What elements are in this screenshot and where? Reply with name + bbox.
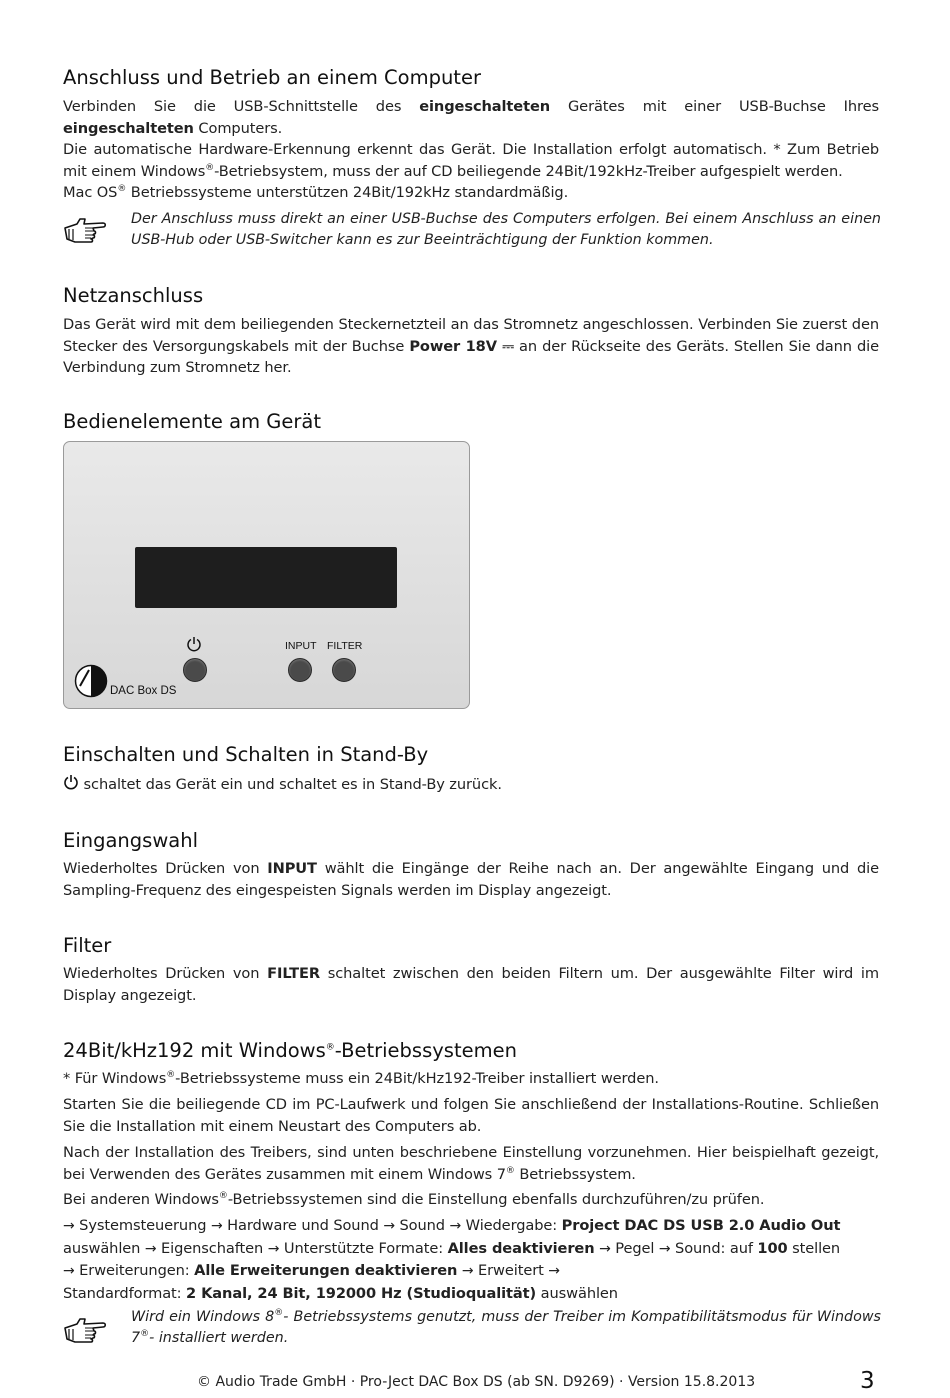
text-span: Erweitert <box>473 1262 549 1279</box>
text-span: - installiert werden. <box>149 1330 289 1346</box>
text-span: wählt die Eingänge der Reihe nach an. Der angewählte Eingang und die Sampling-Frequenz des eingespeisten Signals werden im Display angezeigt. <box>63 860 879 899</box>
arrow-icon: → <box>461 1263 474 1279</box>
arrow-icon: → <box>63 1218 75 1234</box>
registered-mark: ® <box>117 184 127 195</box>
text-span: 24Bit/kHz192 mit Windows <box>63 1039 326 1062</box>
text-span: Wiederholtes Drücken von <box>63 965 268 982</box>
emph-text: 2 Kanal, 24 Bit, 192000 Hz (Studioqualität) <box>186 1284 537 1302</box>
text-span: Das Gerät wird mit dem beiliegenden Steckernetzteil an das Stromnetz angeschlossen. Verbinden Sie zuerst den Stecker des Versorgungskabels mit der Buchse <box>63 316 879 355</box>
text-span: -Betriebssystemen sind die Einstellung ebenfalls durchzuführen/zu prüfen. <box>227 1191 765 1208</box>
registered-mark: ® <box>140 1329 150 1340</box>
text-span: Die automatische Hardware-Erkennung erkennt das Gerät. Die Installation erfolgt automatisch. * Zum Betrieb mit einem Windows <box>63 141 879 180</box>
input-button[interactable] <box>288 658 312 682</box>
emph-text: eingeschalteten <box>63 119 194 137</box>
heading-eingangswahl: Eingangswahl <box>63 829 198 852</box>
arrow-icon: → <box>658 1240 671 1257</box>
emph-text: INPUT <box>267 860 317 877</box>
text-span: -Betriebssysteme muss ein 24Bit/kHz192-Treiber installiert werden. <box>175 1070 659 1087</box>
pointing-hand-icon <box>63 215 107 245</box>
arrow-icon: → <box>63 1263 75 1279</box>
text-span: Hardware und Sound <box>222 1217 384 1234</box>
text-span: Bei anderen Windows <box>63 1191 219 1208</box>
text-span: Wiederholtes Drücken von <box>63 860 268 877</box>
registered-mark: ® <box>325 1042 335 1053</box>
emph-text: Alles deaktivieren <box>447 1239 595 1257</box>
paragraph-standby <box>63 774 879 796</box>
input-label: INPUT <box>285 640 317 652</box>
arrow-icon: → <box>144 1240 157 1257</box>
note-windows8 <box>131 1307 881 1349</box>
paragraph-netzanschluss <box>63 314 879 379</box>
text-span: Standardformat: <box>63 1284 187 1302</box>
text-span: schaltet das Gerät ein und schaltet es in Stand-By zurück. <box>79 776 502 793</box>
arrow-icon: → <box>599 1240 611 1257</box>
arrow-icon: → <box>548 1263 560 1279</box>
emph-text: Project DAC DS USB 2.0 Audio Out <box>561 1217 841 1234</box>
paragraph-eingangswahl <box>63 858 879 901</box>
registered-mark: ® <box>505 1165 515 1176</box>
arrow-icon: → <box>210 1218 223 1234</box>
power-icon <box>186 636 202 652</box>
text-span: Pegel <box>610 1239 659 1257</box>
power-icon <box>63 774 79 790</box>
text-span: Mac OS <box>63 184 118 201</box>
emph-text: Alle Erweiterungen deaktivieren <box>194 1262 458 1279</box>
text-span: Betriebssystem. <box>514 1165 636 1183</box>
settings-steps <box>63 1215 879 1304</box>
text-span: -Betriebsystem, muss der auf CD beiliegende 24Bit/192kHz-Treiber aufgespielt werden. <box>214 162 843 180</box>
paragraph-windows-3 <box>63 1142 879 1185</box>
text-span: Eigenschaften <box>156 1239 268 1257</box>
emph-text: 100 <box>757 1239 788 1257</box>
heading-computer: Anschluss und Betrieb an einem Computer <box>63 66 481 89</box>
text-span: * Für Windows <box>63 1070 167 1087</box>
model-label: DAC Box DS <box>110 685 177 697</box>
text-span: Verbinden Sie die USB-Schnittstelle des <box>63 98 420 115</box>
project-logo <box>74 664 108 698</box>
filter-button[interactable] <box>332 658 356 682</box>
pointing-hand-icon <box>63 1315 107 1345</box>
text-span: an der Rückseite des Geräts. Stellen Sie dann die Verbindung zum Stromnetz her. <box>63 337 879 376</box>
paragraph-computer <box>63 96 879 204</box>
device-display <box>135 547 397 608</box>
text-span: Betriebssysteme unterstützen 24Bit/192kHz standardmäßig. <box>126 184 569 201</box>
heading-filter: Filter <box>63 934 112 957</box>
note-usb: Der Anschluss muss direkt an einer USB-Buchse des Computers erfolgen. Bei einem Anschluss an einen USB-Hub oder USB-Switcher kann es zur Beeinträchtigung der Funktion kommen. <box>131 211 881 248</box>
power-button[interactable] <box>183 658 207 682</box>
text-span: Sound <box>394 1217 450 1234</box>
heading-standby: Einschalten und Schalten in Stand-By <box>63 743 429 766</box>
text-span: Sound: auf <box>670 1239 758 1257</box>
text-span: -Betriebssystemen <box>334 1039 517 1062</box>
text-span: - Betriebssystems genutzt, muss der Treiber im Kompatibilitätsmodus für Windows 7 <box>131 1309 881 1346</box>
text-span: stellen <box>787 1239 841 1257</box>
heading-bedienelemente: Bedienelemente am Gerät <box>63 410 321 433</box>
registered-mark: ® <box>218 1191 228 1202</box>
text-span: Gerätes mit einer USB-Buchse Ihres <box>550 98 879 115</box>
paragraph-filter <box>63 963 879 1006</box>
text-span: Unterstützte Formate: <box>279 1239 448 1257</box>
text-span: Computers. <box>193 119 283 137</box>
arrow-icon: → <box>267 1240 280 1257</box>
footer-text: © Audio Trade GmbH · Pro-Ject DAC Box DS (ab SN. D9269) · Version 15.8.2013 <box>197 1374 756 1390</box>
device-front-panel <box>63 441 470 709</box>
paragraph-windows-2: Starten Sie die beiliegende CD im PC-Laufwerk und folgen Sie anschließend der Installations-Routine. Schließen Sie die Installation mit einem Neustart des Computers ab. <box>63 1096 879 1135</box>
text-span: Nach der Installation des Treibers, sind unten beschriebene Einstellung vorzunehmen. Hier beispielhaft gezeigt, bei Verwenden des Gerätes zusammen mit einem Windows 7 <box>63 1144 879 1183</box>
arrow-icon: → <box>383 1218 395 1234</box>
text-span: Wiedergabe: <box>461 1217 562 1234</box>
registered-mark: ® <box>274 1308 284 1319</box>
text-span: auswählen <box>536 1284 618 1302</box>
page-number: 3 <box>860 1368 875 1394</box>
heading-netzanschluss: Netzanschluss <box>63 284 204 307</box>
registered-mark: ® <box>166 1070 176 1081</box>
text-span: Systemsteuerung <box>74 1217 211 1234</box>
emph-text: Power 18V ⎓ <box>409 337 514 355</box>
text-span: schaltet zwischen den beiden Filtern um. Der ausgewählte Filter wird im Display angezeigt. <box>63 965 879 1004</box>
text-span: auswählen <box>63 1239 145 1257</box>
registered-mark: ® <box>205 162 215 173</box>
text-span: Erweiterungen: <box>74 1262 195 1279</box>
filter-label: FILTER <box>327 640 363 652</box>
heading-windows <box>63 1039 517 1062</box>
emph-text: FILTER <box>267 965 320 982</box>
text-span: Wird ein Windows 8 <box>131 1309 275 1325</box>
arrow-icon: → <box>449 1218 462 1234</box>
emph-text: eingeschalteten <box>419 98 551 115</box>
paragraph-windows-4 <box>63 1189 879 1211</box>
paragraph-windows-1 <box>63 1068 879 1090</box>
